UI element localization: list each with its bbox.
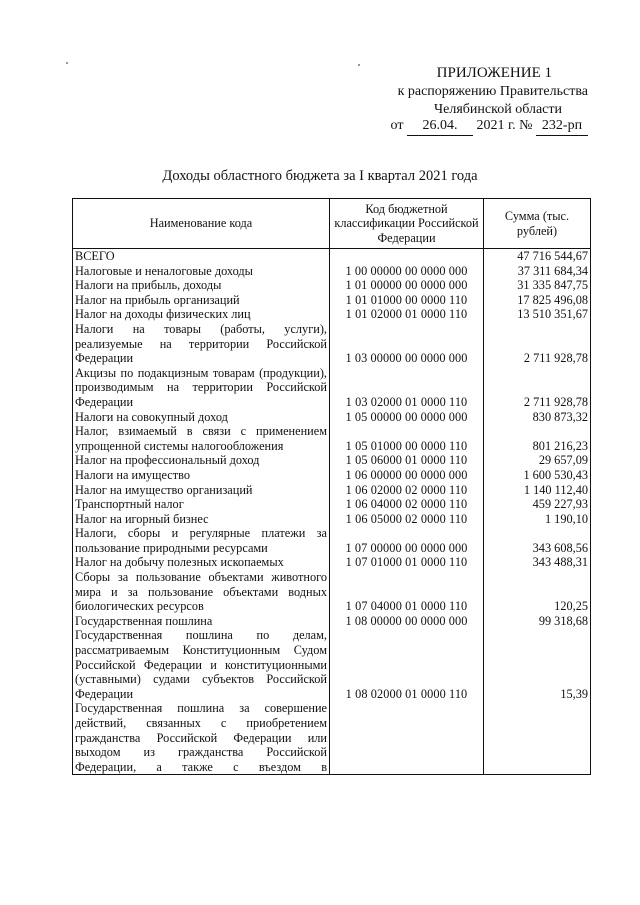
row-name: Налог на прибыль организаций [73, 293, 330, 308]
row-sum [484, 701, 591, 774]
row-code: 1 08 00000 00 0000 000 [330, 614, 484, 629]
row-sum: 2 711 928,78 [484, 366, 591, 410]
appendix-label: ПРИЛОЖЕНИЕ 1 [436, 65, 552, 81]
year-label: 2021 г. № [476, 118, 533, 133]
row-name: Сборы за пользование объектами животного мира и за пользование объектами водных биологических ресурсов [73, 570, 330, 614]
column-header-name: Наименование кода [73, 199, 330, 249]
region-line: Челябинской области [434, 102, 562, 117]
row-sum: 15,39 [484, 628, 591, 701]
decree-date-number [391, 116, 588, 136]
row-code: 1 06 00000 00 0000 000 [330, 468, 484, 483]
row-sum: 99 318,68 [484, 614, 591, 629]
row-code: 1 07 00000 00 0000 000 [330, 526, 484, 555]
row-name: Налоги на совокупный доход [73, 410, 330, 425]
row-sum: 1 600 530,43 [484, 468, 591, 483]
row-sum: 801 216,23 [484, 424, 591, 453]
row-sum: 2 711 928,78 [484, 322, 591, 366]
table-row [73, 701, 591, 774]
row-code: 1 06 05000 02 0000 110 [330, 512, 484, 527]
row-name: Налоги на товары (работы, услуги), реализуемые на территории Российской Федерации [73, 322, 330, 366]
row-sum: 343 608,56 [484, 526, 591, 555]
row-name: ВСЕГО [73, 249, 330, 264]
row-code [330, 249, 484, 264]
row-name: Налог на доходы физических лиц [73, 307, 330, 322]
table-row [73, 497, 591, 512]
table-row [73, 278, 591, 293]
row-sum: 120,25 [484, 570, 591, 614]
column-header-sum: Сумма (тыс. рублей) [484, 199, 591, 249]
row-name: Налоги на прибыль, доходы [73, 278, 330, 293]
row-code: 1 01 00000 00 0000 000 [330, 278, 484, 293]
row-sum: 1 190,10 [484, 512, 591, 527]
row-name: Налоги, сборы и регулярные платежи за пользование природными ресурсами [73, 526, 330, 555]
decree-number: 232-рп [536, 116, 588, 136]
row-sum: 37 311 684,34 [484, 264, 591, 279]
row-name: Транспортный налог [73, 497, 330, 512]
row-sum: 29 657,09 [484, 453, 591, 468]
row-sum: 830 873,32 [484, 410, 591, 425]
row-name: Государственная пошлина за совершение действий, связанных с приобретением гражданства Российской Федерации или выходом из гражданства Российской Федерации, а также с въездом в [73, 701, 330, 774]
table-row [73, 483, 591, 498]
decree-line: к распоряжению Правительства [397, 84, 588, 99]
row-sum: 17 825 496,08 [484, 293, 591, 308]
table-row [73, 307, 591, 322]
row-code: 1 03 00000 00 0000 000 [330, 322, 484, 366]
table-row [73, 512, 591, 527]
row-sum: 459 227,93 [484, 497, 591, 512]
document-title: Доходы областного бюджета за I квартал 2021 года [162, 168, 478, 184]
row-code [330, 701, 484, 774]
table-row [73, 555, 591, 570]
table-row [73, 410, 591, 425]
table-row [73, 526, 591, 555]
row-code: 1 01 02000 01 0000 110 [330, 307, 484, 322]
row-code: 1 06 02000 02 0000 110 [330, 483, 484, 498]
row-name: Налог на игорный бизнес [73, 512, 330, 527]
row-sum: 13 510 351,67 [484, 307, 591, 322]
table-row [73, 468, 591, 483]
row-name: Налоговые и неналоговые доходы [73, 264, 330, 279]
table-row [73, 570, 591, 614]
table-row [73, 424, 591, 453]
row-code: 1 05 06000 01 0000 110 [330, 453, 484, 468]
row-code: 1 00 00000 00 0000 000 [330, 264, 484, 279]
row-code: 1 07 01000 01 0000 110 [330, 555, 484, 570]
row-name: Налог на добычу полезных ископаемых [73, 555, 330, 570]
row-sum: 47 716 544,67 [484, 249, 591, 264]
revenue-table [72, 198, 591, 775]
row-sum: 31 335 847,75 [484, 278, 591, 293]
table-row [73, 614, 591, 629]
row-code: 1 06 04000 02 0000 110 [330, 497, 484, 512]
table-row [73, 293, 591, 308]
row-code: 1 01 01000 00 0000 110 [330, 293, 484, 308]
row-name: Государственная пошлина по делам, рассматриваемым Конституционным Судом Российской Федерации и конституционными (уставными) судами субъектов Российской Федерации [73, 628, 330, 701]
row-code: 1 05 01000 00 0000 110 [330, 424, 484, 453]
row-name: Государственная пошлина [73, 614, 330, 629]
table-row [73, 264, 591, 279]
table-row [73, 322, 591, 366]
table-header-row [73, 199, 591, 249]
table-row [73, 366, 591, 410]
table-row [73, 453, 591, 468]
row-code: 1 03 02000 01 0000 110 [330, 366, 484, 410]
row-sum: 343 488,31 [484, 555, 591, 570]
column-header-code: Код бюджетной классификации Российской Федерации [330, 199, 484, 249]
row-name: Акцизы по подакцизным товарам (продукции), производимым на территории Российской Федерации [73, 366, 330, 410]
scan-speck [358, 64, 360, 66]
row-name: Налог на профессиональный доход [73, 453, 330, 468]
row-code: 1 07 04000 01 0000 110 [330, 570, 484, 614]
table-row [73, 628, 591, 701]
from-label: от [390, 118, 404, 133]
scan-speck [66, 62, 68, 64]
table-row [73, 249, 591, 264]
row-name: Налог, взимаемый в связи с применением упрощенной системы налогообложения [73, 424, 330, 453]
row-name: Налог на имущество организаций [73, 483, 330, 498]
decree-date: 26.04. [407, 116, 473, 136]
row-code: 1 08 02000 01 0000 110 [330, 628, 484, 701]
row-sum: 1 140 112,40 [484, 483, 591, 498]
row-code: 1 05 00000 00 0000 000 [330, 410, 484, 425]
row-name: Налоги на имущество [73, 468, 330, 483]
